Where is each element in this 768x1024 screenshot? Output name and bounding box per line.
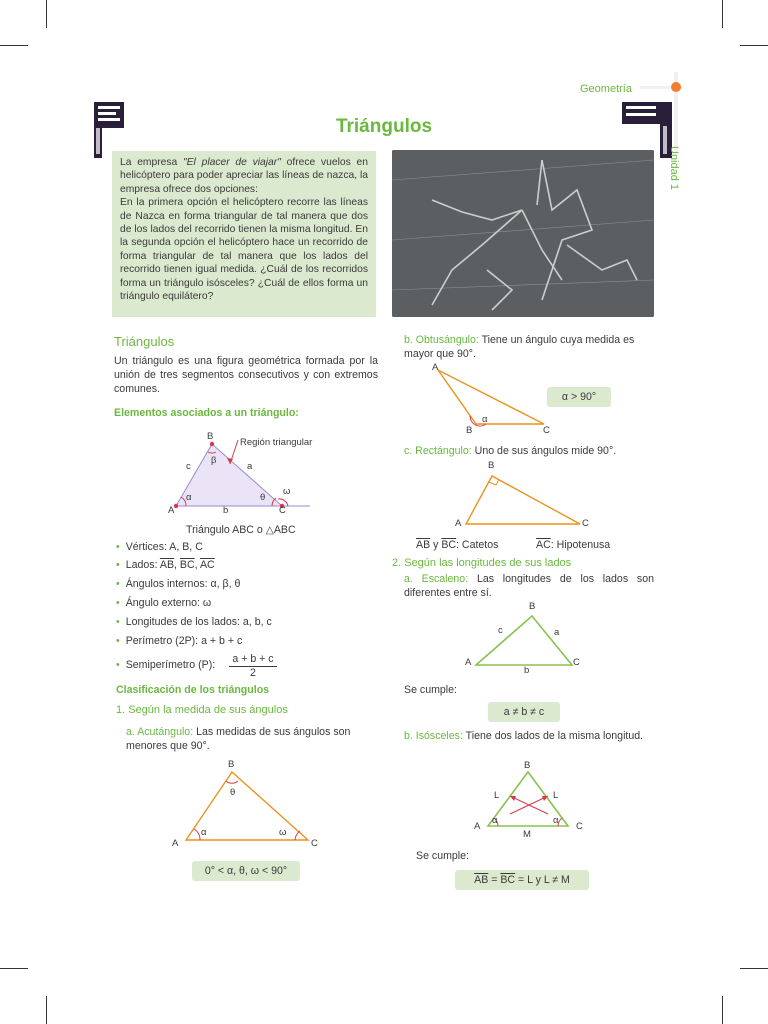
scalene-formula: a ≠ b ≠ c xyxy=(488,702,560,722)
vertex-label: A xyxy=(168,505,175,516)
catetos-text: $\overline{AB}$ y $\overline{BC}$: Catetos xyxy=(416,539,499,551)
angle-label: θ xyxy=(230,787,236,798)
crop-mark xyxy=(740,45,768,46)
side-label: b xyxy=(223,505,229,516)
nazca-hummingbird-photo xyxy=(392,150,654,317)
crop-mark xyxy=(46,0,47,28)
list-item: • Lados: $\overline{AB}$, $\overline{BC}$, $\overline{AC}$ xyxy=(116,559,215,571)
vertex-label: C xyxy=(573,657,580,668)
vertex-label: A xyxy=(432,362,439,373)
scalene-triangle-diagram xyxy=(470,610,580,670)
triangle-caption: Triángulo ABC o △ABC xyxy=(186,524,296,536)
vertex-label: B xyxy=(488,460,495,471)
side-label: L xyxy=(553,790,559,801)
angle-label: ω xyxy=(279,827,287,838)
right-triangle-definition: c. Rectángulo: Uno de sus ángulos mide 90°. xyxy=(404,445,617,457)
obtuse-triangle-diagram xyxy=(430,366,560,436)
obtuse-definition: b. Obtusángulo: Tiene un ángulo cuya medida es mayor que 90°. xyxy=(404,334,635,360)
vertex-label: B xyxy=(207,431,214,442)
vertex-label: B xyxy=(228,759,235,770)
crop-mark xyxy=(0,45,28,46)
list-item: • Vértices: A, B, C xyxy=(116,541,203,553)
angle-label: α xyxy=(186,492,192,503)
intro-panel xyxy=(112,151,376,317)
angle-label: θ xyxy=(260,492,266,503)
vertex-label: B xyxy=(524,760,531,771)
definition-text: Un triángulo es una figura geométrica formada por la unión de tres segmentos consecutivos y con extremos comunes. xyxy=(114,355,378,395)
vertex-label: A xyxy=(455,518,462,529)
classification-item-1: 1. Según la medida de sus ángulos xyxy=(116,704,288,716)
classification-heading: Clasificación de los triángulos xyxy=(116,684,270,696)
side-label: b xyxy=(524,665,530,676)
crop-mark xyxy=(46,996,47,1024)
list-item: • Ángulo externo: ω xyxy=(116,597,212,609)
angle-label: ω xyxy=(283,486,291,497)
vertex-label: C xyxy=(311,838,318,849)
angle-label: α xyxy=(482,414,488,425)
triangles-heading: Triángulos xyxy=(114,334,175,349)
page-title: Triángulos xyxy=(335,116,433,137)
angle-label: α xyxy=(201,827,207,838)
vertex-label: C xyxy=(543,425,550,436)
angle-label: β xyxy=(211,455,217,466)
acute-definition: a. Acutángulo: Las medidas de sus ángulos son menores que 90°. xyxy=(126,726,351,752)
vertex-label: B xyxy=(466,425,473,436)
company-name: "El placer de viajar" xyxy=(183,157,281,168)
vertex-label: C xyxy=(582,518,589,529)
scalene-definition: a. Escaleno: Las longitudes de los lados son diferentes entre sí. xyxy=(404,573,654,599)
vertex-label: C xyxy=(279,505,286,516)
hipotenusa-text: $\overline{AC}$: Hipotenusa xyxy=(536,539,611,551)
list-item: • Longitudes de los lados: a, b, c xyxy=(116,616,272,628)
side-label: a xyxy=(554,627,560,638)
list-item: • Semiperímetro (P): xyxy=(116,659,216,671)
header-dot-icon xyxy=(671,82,681,92)
list-item: • Ángulos internos: α, β, θ xyxy=(116,578,241,590)
vertex-label: A xyxy=(465,657,472,668)
vertex-label: A xyxy=(172,838,179,849)
classification-item-2: 2. Según las longitudes de sus lados xyxy=(392,557,572,569)
side-label: L xyxy=(494,790,500,801)
crop-mark xyxy=(722,0,723,28)
isosceles-definition: b. Isósceles: Tiene dos lados de la misma longitud. xyxy=(404,730,644,742)
crop-mark xyxy=(722,996,723,1024)
vertex-label: B xyxy=(529,601,536,612)
elements-heading: Elementos asociados a un triángulo: xyxy=(114,407,299,419)
intro-paragraph: En la primera opción el helicóptero recorre las líneas de Nazca en forma triangular de tal manera que dos de los lados del recorrido tienen la misma longitud. En la segunda opción el helicóptero hace un recorrido de forma triangular de tal manera que los lados del recorrido tienen igual medida. ¿Cuál de los recorridos forma un triángulo isósceles? ¿Cuál de ellos forma un triángulo equilátero? xyxy=(120,197,368,303)
section-header: Geometría xyxy=(580,83,632,95)
se-cumple-label: Se cumple: xyxy=(404,684,457,696)
crop-mark xyxy=(740,968,768,969)
angle-label: α xyxy=(492,815,498,826)
se-cumple-label: Se cumple: xyxy=(416,850,469,862)
isosceles-formula: $\overline{AB} = \overline{BC} = L$ y L ≠ M xyxy=(455,870,589,890)
angle-label: α xyxy=(553,815,559,826)
vertex-label: A xyxy=(474,821,481,832)
semiperimeter-fraction: a + b + c 2 xyxy=(229,653,277,679)
side-label: c xyxy=(498,625,503,636)
side-label: M xyxy=(523,829,531,840)
obtuse-formula: α > 90° xyxy=(547,387,611,407)
list-item: • Perímetro (2P): a + b + c xyxy=(116,635,243,647)
vertex-label: C xyxy=(576,821,583,832)
side-label: a xyxy=(247,461,253,472)
intro-paragraph: La empresa "El placer de viajar" ofrece vuelos en helicóptero para poder apreciar las líneas de nazca, la empresa ofrece dos opciones: xyxy=(120,157,368,195)
acute-formula: 0° < α, θ, ω < 90° xyxy=(192,861,300,881)
unit-label: Unidad 1 xyxy=(668,146,680,191)
right-triangle-diagram xyxy=(462,470,592,530)
crop-mark xyxy=(0,968,28,969)
region-label: Región triangular xyxy=(240,437,313,448)
side-label: c xyxy=(186,461,191,472)
